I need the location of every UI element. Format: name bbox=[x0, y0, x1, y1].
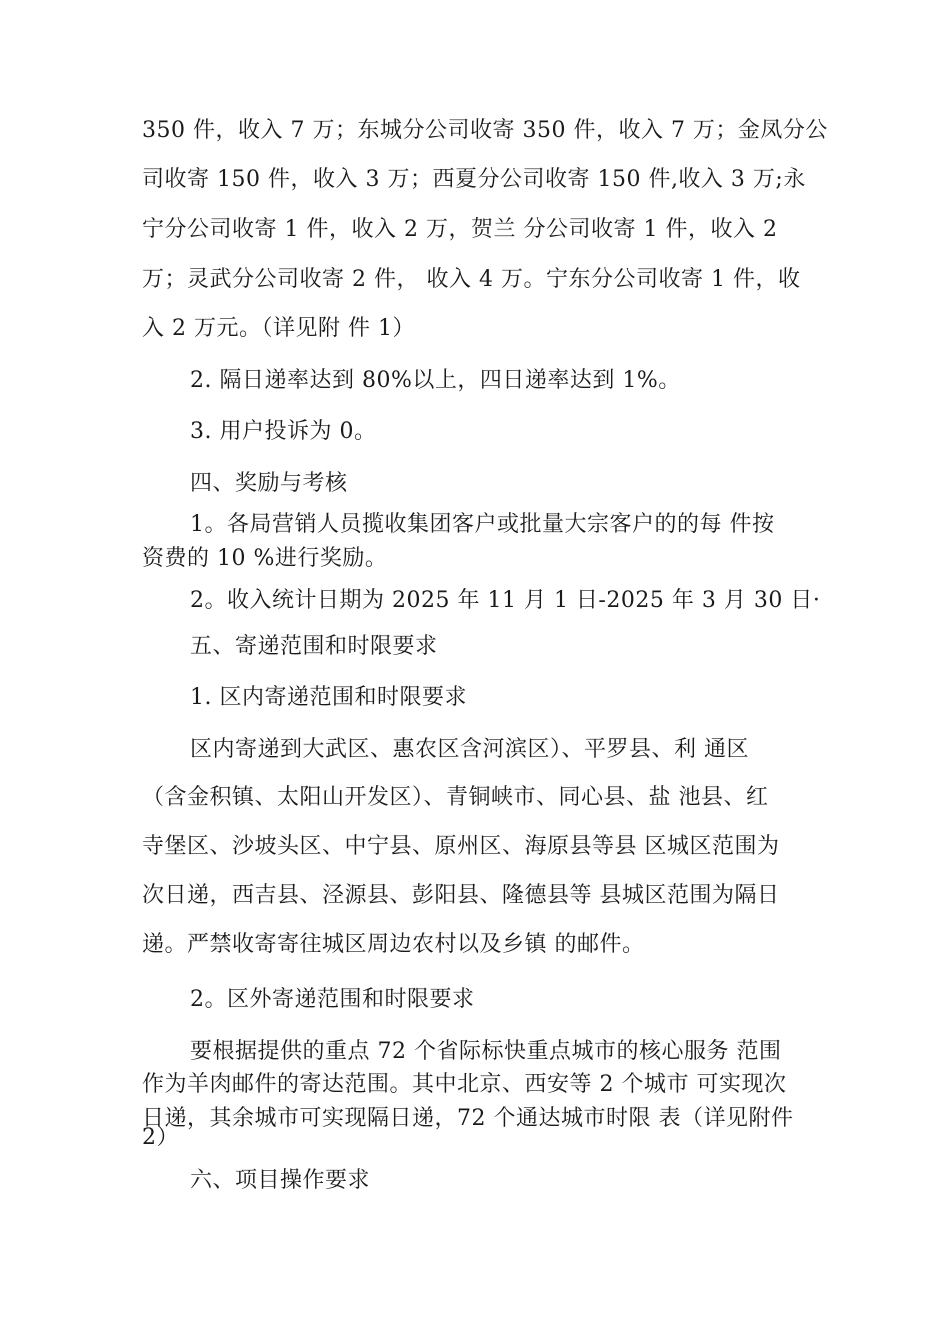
text-line: 作为羊肉邮件的寄达范围。其中北京、西安等 2 个城市 可实现次 bbox=[142, 1072, 787, 1097]
text-line: 入 2 万元。（详见附 件 1） bbox=[142, 316, 415, 341]
text-line: 区内寄递到大武区、惠农区含河滨区）、平罗县、利 通区 bbox=[190, 737, 749, 762]
text-line: 司收寄 150 件，收入 3 万；西夏分公司收寄 150 件,收入 3 万;永 bbox=[142, 167, 806, 192]
text-line: 递。严禁收寄寄往城区周边农村以及乡镇 的邮件。 bbox=[142, 932, 645, 957]
text-line: 2） bbox=[142, 1125, 179, 1150]
text-line: 万；灵武分公司收寄 2 件， 收入 4 万。宁东分公司收寄 1 件，收 bbox=[142, 267, 801, 292]
list-item: 2。收入统计日期为 2025 年 11 月 1 日-2025 年 3 月 30 日· bbox=[190, 588, 821, 613]
text-line: 要根据提供的重点 72 个省际标快重点城市的核心服务 范围 bbox=[190, 1039, 782, 1064]
text-line: （含金积镇、太阳山开发区）、青铜峡市、同心县、盐 池县、红 bbox=[142, 785, 769, 810]
subsection-heading: 2。区外寄递范围和时限要求 bbox=[190, 987, 475, 1012]
section-heading: 四、奖励与考核 bbox=[190, 471, 348, 496]
text-line: 次日递，西吉县、泾源县、彭阳县、隆德县等 县城区范围为隔日 bbox=[142, 883, 780, 908]
list-item: 1。各局营销人员揽收集团客户或批量大宗客户的的每 件按 bbox=[190, 512, 775, 537]
section-heading: 五、寄递范围和时限要求 bbox=[190, 634, 438, 659]
section-heading: 六、项目操作要求 bbox=[190, 1168, 371, 1193]
text-line: 寺堡区、沙坡头区、中宁县、原州区、海原县等县 区城区范围为 bbox=[142, 834, 780, 859]
text-line: 资费的 10 %进行奖励。 bbox=[142, 546, 388, 571]
list-item: 3. 用户投诉为 0。 bbox=[190, 419, 377, 444]
text-line: 日递，其余城市可实现隔日递，72 个通达城市时限 表（详见附件 bbox=[142, 1106, 794, 1131]
text-line: 350 件，收入 7 万；东城分公司收寄 350 件，收入 7 万；金凤分公 bbox=[142, 118, 828, 143]
list-item: 2. 隔日递率达到 80%以上，四日递率达到 1%。 bbox=[190, 368, 681, 393]
subsection-heading: 1. 区内寄递范围和时限要求 bbox=[190, 685, 467, 710]
text-line: 宁分公司收寄 1 件，收入 2 万，贺兰 分公司收寄 1 件，收入 2 bbox=[142, 217, 778, 242]
